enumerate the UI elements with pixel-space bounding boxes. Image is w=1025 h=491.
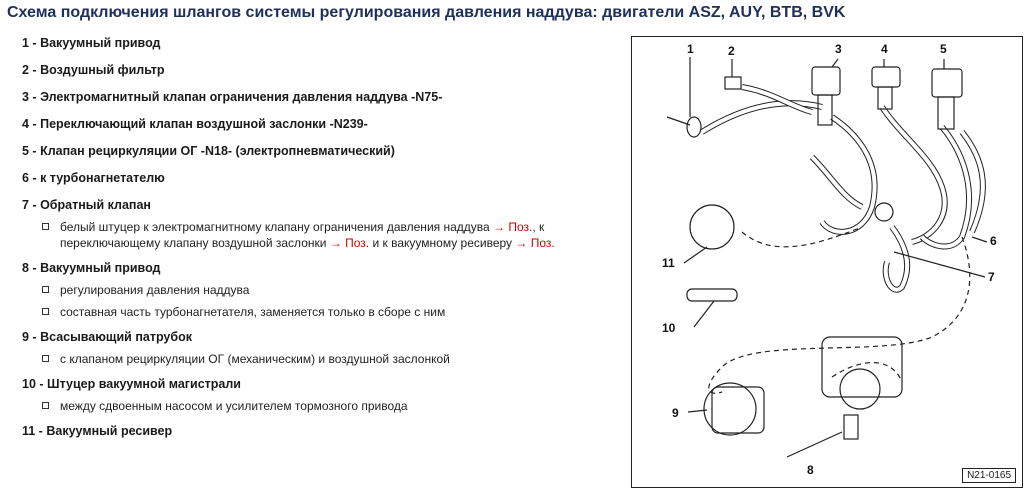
legend-item-3: 3 - Электромагнитный клапан ограничения давления наддува -N75-: [22, 90, 443, 104]
callout-5: 5: [940, 42, 947, 56]
pos-link[interactable]: → Поз.: [515, 236, 555, 250]
vacuum-actuator: [687, 117, 701, 137]
legend-sub-10-1: между сдвоенным насосом и усилителем тормозного привода: [22, 398, 622, 414]
bullet-icon: [42, 402, 49, 409]
vacuum-connector: [687, 289, 737, 301]
legend-item-2: 2 - Воздушный фильтр: [22, 63, 165, 77]
pos-link[interactable]: → Поз.: [329, 236, 370, 250]
legend-item-9: 9 - Всасывающий патрубок: [22, 330, 192, 344]
vacuum-reservoir: [690, 205, 734, 249]
hose-diagram-drawing: [632, 37, 1022, 487]
legend-sub-7-1: белый штуцер к электромагнитному клапану ограничения давления наддува → Поз., к переключающему клапану воздушной заслонки → Поз. и к вакуумному ресиверу → Поз.: [22, 219, 622, 251]
callout-8: 8: [807, 463, 814, 477]
valve-n75: [812, 67, 840, 95]
callout-9: 9: [672, 406, 679, 420]
legend-item-6: 6 - к турбонагнетателю: [22, 171, 165, 185]
legend-item-1: 1 - Вакуумный привод: [22, 36, 161, 50]
air-filter: [725, 77, 741, 89]
hose-diagram: [631, 36, 1023, 488]
vacuum-line: [709, 237, 970, 393]
callout-11: 11: [662, 256, 675, 270]
bullet-icon: [42, 286, 49, 293]
valve-n239: [872, 67, 900, 87]
legend-item-11: 11 - Вакуумный ресивер: [22, 424, 173, 438]
legend-item-8: 8 - Вакуумный привод: [22, 261, 161, 275]
callout-10: 10: [662, 321, 676, 335]
legend-item-10: 10 - Штуцер вакуумной магистрали: [22, 377, 241, 391]
legend-item-5: 5 - Клапан рециркуляции ОГ -N18- (электропневматический): [22, 144, 395, 158]
bullet-icon: [42, 355, 49, 362]
hose-path: [882, 107, 945, 242]
legend-sub-8-1: регулирования давления наддува: [22, 282, 622, 298]
callout-7: 7: [988, 270, 995, 284]
legend-sub-9-1: с клапаном рециркуляции ОГ (механическим) и воздушной заслонкой: [22, 351, 622, 367]
callout-4: 4: [881, 42, 888, 56]
bullet-icon: [42, 223, 49, 230]
valve-n18: [932, 69, 962, 97]
callout-3: 3: [835, 42, 842, 56]
figure-code: N21-0165: [962, 468, 1016, 483]
turbocharger: [822, 337, 902, 397]
callout-2: 2: [728, 44, 735, 58]
legend-item-7: 7 - Обратный клапан: [22, 198, 151, 212]
legend-sub-8-2: составная часть турбонагнетателя, заменяется только в сборе с ним: [22, 304, 622, 320]
check-valve: [875, 203, 893, 221]
hose-path: [922, 127, 969, 246]
pos-link[interactable]: → Поз.: [493, 220, 533, 234]
callout-6: 6: [990, 234, 997, 248]
callout-1: 1: [687, 42, 694, 56]
legend-item-4: 4 - Переключающий клапан воздушной заслонки -N239-: [22, 117, 368, 131]
legend-list: [22, 36, 622, 451]
bullet-icon: [42, 308, 49, 315]
page-title: Схема подключения шлангов системы регулирования давления наддува: двигатели ASZ, AUY, BTB, BVK: [7, 4, 846, 21]
